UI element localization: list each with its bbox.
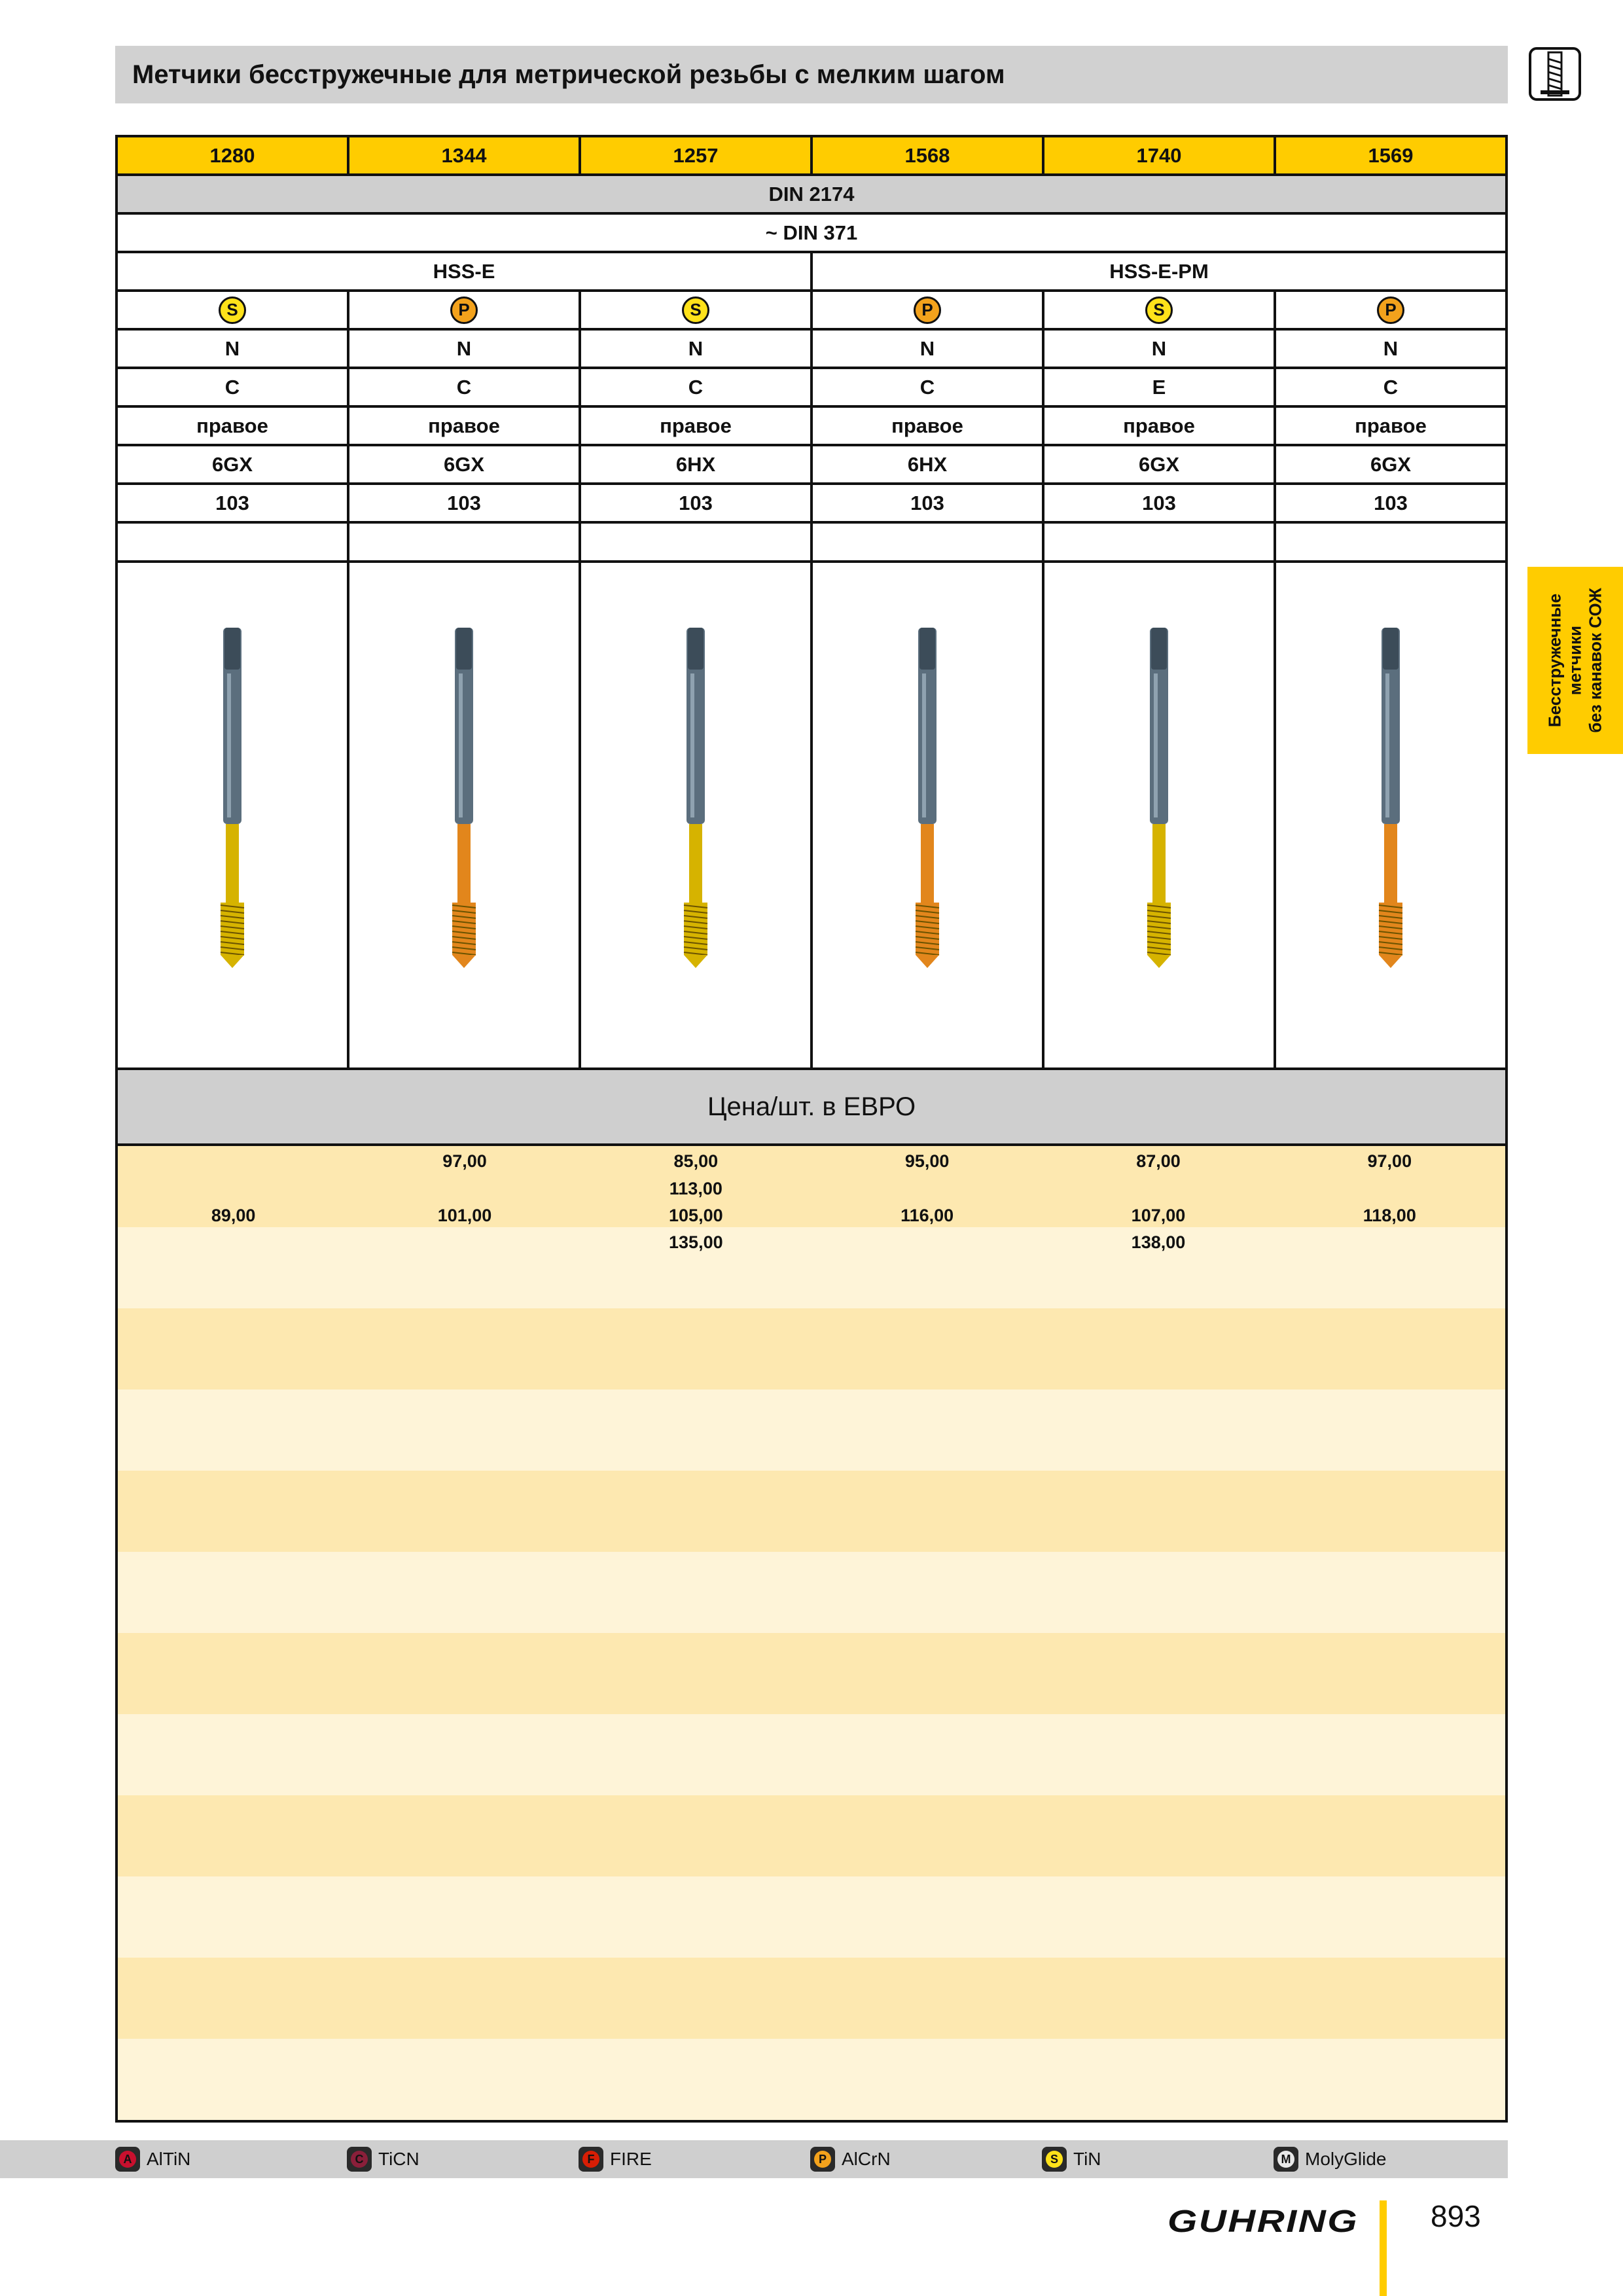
- standard-primary: DIN 2174: [768, 182, 855, 206]
- legend-dot: P: [814, 2151, 831, 2168]
- tap-neck: [689, 824, 702, 903]
- forming-tap-image: [908, 628, 947, 968]
- price-value: 118,00: [1363, 1206, 1416, 1225]
- legend-dot: A: [119, 2151, 136, 2168]
- chamfer-form: C: [349, 369, 581, 405]
- page-ref-row: [118, 485, 1505, 524]
- thread-direction: правое: [349, 408, 581, 444]
- legend-item: [579, 2140, 652, 2178]
- coating-p-icon: P: [450, 296, 478, 324]
- legend-label: AlTiN: [147, 2149, 191, 2169]
- forming-tap-image: [213, 628, 252, 968]
- price-column: [118, 1146, 349, 1408]
- standard-secondary: ~ DIN 371: [765, 221, 858, 244]
- legend-dot: M: [1277, 2151, 1294, 2168]
- tool-type: N: [813, 331, 1044, 367]
- tolerance-class: 6GX: [349, 446, 581, 482]
- price-columns: [118, 1146, 1505, 1408]
- coating-f-icon: [579, 2147, 603, 2172]
- coating-s-icon: S: [682, 296, 709, 324]
- page-reference: 103: [1044, 485, 1276, 521]
- price-column: [580, 1146, 812, 1408]
- standard-secondary-row: [118, 215, 1505, 253]
- chamfer-form: C: [581, 369, 813, 405]
- empty-row: [118, 524, 1505, 563]
- price-value: 107,00: [1131, 1206, 1186, 1225]
- legend-item: [115, 2140, 190, 2178]
- thread-direction: правое: [1355, 414, 1427, 437]
- tap-highlight: [227, 673, 231, 817]
- legend-item: [1274, 2140, 1386, 2178]
- tap-highlight: [922, 673, 926, 817]
- legend-dot: F: [582, 2151, 599, 2168]
- coating-p-icon: P: [914, 296, 941, 324]
- tool-type-row: [118, 331, 1505, 369]
- tolerance-class: 6HX: [813, 446, 1044, 482]
- article-number-row: [118, 137, 1505, 176]
- tolerance-class: 6HX: [581, 446, 813, 482]
- chamfer-form: C: [118, 369, 349, 405]
- coating-legend: [0, 2140, 1508, 2178]
- chamfer-form: C: [813, 369, 1044, 405]
- chamfer-row: [118, 369, 1505, 408]
- tap-tip: [452, 955, 476, 968]
- material-label: HSS-E: [118, 253, 813, 289]
- chamfer-form: E: [1044, 369, 1276, 405]
- guhring-logo: [1165, 2200, 1361, 2240]
- tool-type: N: [118, 331, 349, 367]
- direction-row: [118, 408, 1505, 446]
- article-number: 1568: [813, 137, 1044, 173]
- page-reference: 103: [813, 485, 1044, 521]
- page-reference: 103: [1374, 491, 1408, 514]
- coating-row: [118, 292, 1505, 331]
- tap-highlight: [1154, 673, 1158, 817]
- price-value: 101,00: [437, 1206, 492, 1225]
- tap-neck: [1384, 824, 1397, 903]
- tap-square: [1151, 628, 1167, 670]
- coating-s-icon: S: [219, 296, 246, 324]
- product-table: [115, 135, 1508, 2123]
- tap-neck: [1152, 824, 1166, 903]
- page-reference: 103: [349, 485, 581, 521]
- tap-square: [1383, 628, 1399, 670]
- tap-neck: [921, 824, 934, 903]
- tool-type: N: [1383, 336, 1399, 360]
- coating-a-icon: [115, 2147, 140, 2172]
- article-number: 1569: [1368, 143, 1414, 167]
- price-value: 116,00: [901, 1206, 954, 1225]
- tap-highlight: [1385, 673, 1389, 817]
- page-reference: 103: [118, 485, 349, 521]
- legend-label: MolyGlide: [1305, 2149, 1387, 2169]
- price-value: 97,00: [442, 1151, 487, 1171]
- tool-type: N: [349, 331, 581, 367]
- brand-text: GUHRING: [1168, 2204, 1359, 2239]
- forming-tap-image: [1371, 628, 1410, 968]
- tap-square: [688, 628, 704, 670]
- coating-s-icon: [1042, 2147, 1067, 2172]
- forming-tap-image: [676, 628, 715, 968]
- legend-item: [810, 2140, 891, 2178]
- tap-neck: [457, 824, 471, 903]
- page-reference: 103: [581, 485, 813, 521]
- price-column: [812, 1146, 1043, 1408]
- tap-tip: [916, 955, 939, 968]
- legend-label: FIRE: [610, 2149, 652, 2169]
- page-number: 893: [1431, 2199, 1481, 2233]
- forming-tap-image: [1139, 628, 1179, 968]
- tolerance-row: [118, 446, 1505, 485]
- price-value: 138,00: [1131, 1232, 1186, 1252]
- legend-label: TiN: [1073, 2149, 1101, 2169]
- price-column: [1043, 1146, 1274, 1408]
- article-number: 1280: [118, 137, 349, 173]
- price-value: 87,00: [1136, 1151, 1181, 1171]
- legend-item: [347, 2140, 419, 2178]
- legend-dot: C: [351, 2151, 368, 2168]
- tap-section-icon: [1527, 46, 1582, 102]
- coating-m-icon: [1274, 2147, 1298, 2172]
- tap-tip: [1147, 955, 1171, 968]
- tolerance-class: 6GX: [118, 446, 349, 482]
- price-value: 95,00: [904, 1151, 950, 1171]
- price-column: [1274, 1146, 1505, 1408]
- section-side-tab[interactable]: [1527, 567, 1623, 754]
- tap-square: [456, 628, 472, 670]
- tap-square: [224, 628, 240, 670]
- tool-image-row: [118, 563, 1505, 1070]
- thread-direction: правое: [118, 408, 349, 444]
- tolerance-class: 6GX: [1044, 446, 1276, 482]
- tool-type: N: [1044, 331, 1276, 367]
- price-value: 89,00: [211, 1206, 256, 1225]
- coating-c-icon: [347, 2147, 372, 2172]
- chamfer-form: C: [1383, 375, 1399, 399]
- tap-tip: [221, 955, 244, 968]
- price-column: [349, 1146, 580, 1408]
- price-value: 105,00: [669, 1206, 723, 1225]
- tap-highlight: [690, 673, 694, 817]
- thread-direction: правое: [581, 408, 813, 444]
- tool-type: N: [581, 331, 813, 367]
- tolerance-class: 6GX: [1370, 452, 1412, 476]
- price-value: 135,00: [669, 1232, 723, 1252]
- legend-dot: S: [1046, 2151, 1063, 2168]
- article-number: 1344: [349, 137, 581, 173]
- page-title-bar: [115, 46, 1508, 103]
- coating-p-icon: P: [1377, 296, 1404, 324]
- coating-p-icon: [810, 2147, 835, 2172]
- standard-primary-row: [118, 176, 1505, 215]
- footer-divider: [1380, 2200, 1387, 2296]
- article-number: 1257: [581, 137, 813, 173]
- price-heading: Цена/шт. в ЕВРО: [118, 1070, 1505, 1146]
- legend-label: AlCrN: [842, 2149, 891, 2169]
- tap-highlight: [459, 673, 463, 817]
- thread-direction: правое: [813, 408, 1044, 444]
- material-row: [118, 253, 1505, 292]
- price-value: 97,00: [1367, 1151, 1412, 1171]
- side-tab-line: Бесстружечные: [1544, 593, 1565, 728]
- coating-s-icon: S: [1145, 296, 1173, 324]
- side-tab-line: метчики: [1565, 625, 1585, 696]
- legend-item: [1042, 2140, 1101, 2178]
- side-tab-line: без канавок СОЖ: [1585, 588, 1605, 733]
- tap-tip: [684, 955, 707, 968]
- forming-tap-image: [444, 628, 484, 968]
- price-value: 85,00: [673, 1151, 719, 1171]
- price-value: 113,00: [669, 1179, 722, 1198]
- price-area: [118, 1146, 1505, 2120]
- article-number: 1740: [1044, 137, 1276, 173]
- tap-tip: [1379, 955, 1402, 968]
- tap-neck: [226, 824, 239, 903]
- tap-square: [919, 628, 935, 670]
- legend-label: TiCN: [378, 2149, 419, 2169]
- material-label: HSS-E-PM: [1109, 259, 1209, 283]
- thread-direction: правое: [1044, 408, 1276, 444]
- page-title: Метчики бесстружечные для метрической резьбы с мелким шагом: [132, 60, 1005, 89]
